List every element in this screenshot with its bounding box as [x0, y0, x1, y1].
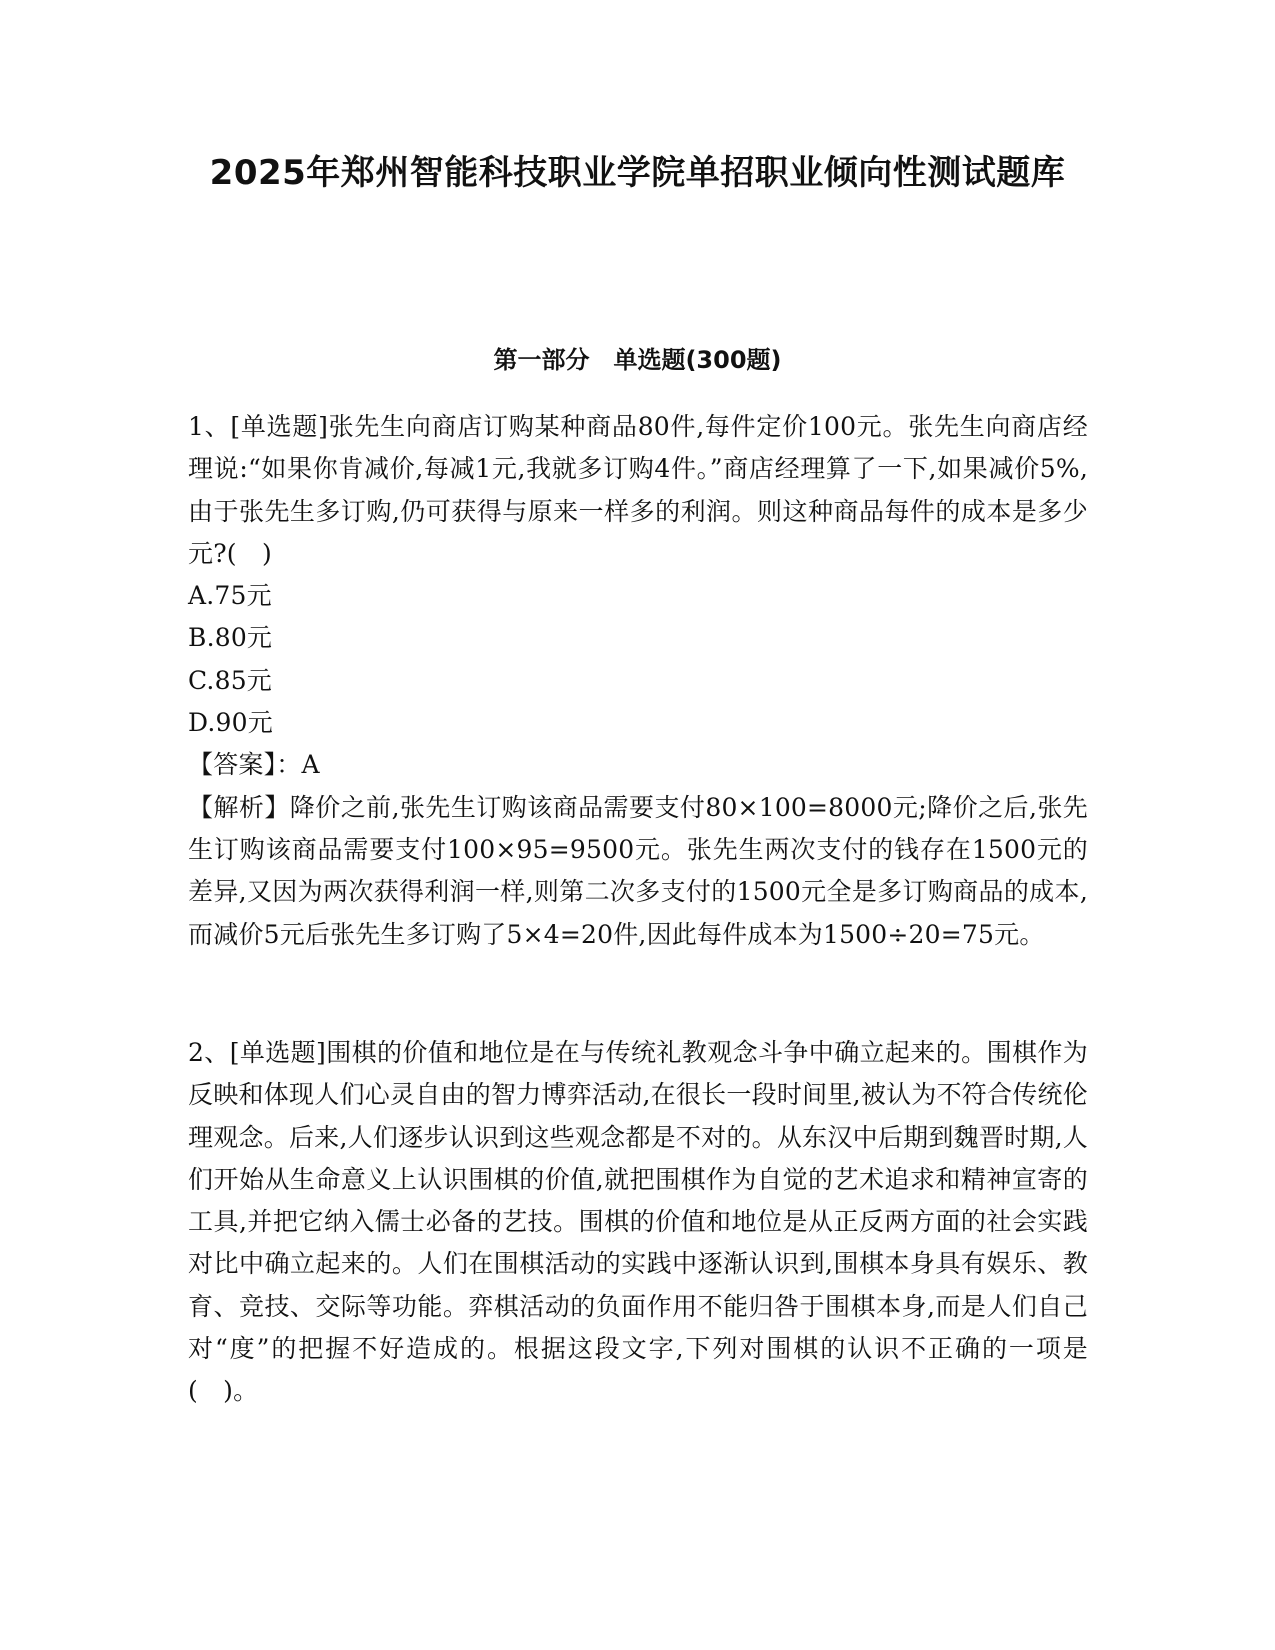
question-1-answer [188, 744, 1088, 786]
question-1-text: 张先生向商店订购某种商品80件,每件定价100元。张先生向商店经理说:“如果你肯减价,每减1元,我就多订购4件。”商店经理算了一下,如果减价5%,由于张先生多订购,仍可获得与原来一样多的利润。则这种商品每件的成本是多少元?( ) [188, 412, 1088, 568]
question-2-stem [188, 1032, 1088, 1413]
question-1-stem [188, 406, 1088, 575]
document-title: 2025年郑州智能科技职业学院单招职业倾向性测试题库 [209, 153, 1066, 193]
question-1-option-b: B.80元 [188, 623, 273, 653]
question-2-number: 2、[单选题] [188, 1038, 327, 1067]
answer-value: A [301, 750, 320, 780]
answer-label: 【答案】： [188, 750, 302, 780]
section-heading: 第一部分 单选题(300题) [493, 346, 782, 374]
analysis-label: 【解析】 [188, 792, 290, 822]
analysis-text: 降价之前,张先生订购该商品需要支付80×100=8000元;降价之后,张先生订购该商品需要支付100×95=9500元。张先生两次支付的钱存在1500元的差异,又因为两次获得利润一样,则第二次多支付的1500元全是多订购商品的成本,而减价5元后张先生多订购了5×4=20件,因此每件成本为1500÷20=75元。 [188, 792, 1088, 949]
question-1-option-c: C.85元 [188, 665, 272, 695]
question-1-option-d: D.90元 [188, 708, 273, 738]
question-1-option-a: A.75元 [188, 581, 272, 611]
question-1-analysis [188, 787, 1088, 956]
question-1-number: 1、[单选题] [188, 412, 329, 441]
question-2 [188, 1032, 1088, 1413]
question-2-text: 围棋的价值和地位是在与传统礼教观念斗争中确立起来的。围棋作为反映和体现人们心灵自由的智力博弈活动,在很长一段时间里,被认为不符合传统伦理观念。后来,人们逐步认识到这些观念都是不对的。从东汉中后期到魏晋时期,人们开始从生命意义上认识围棋的价值,就把围棋作为自觉的艺术追求和精神宣寄的工具,并把它纳入儒士必备的艺技。围棋的价值和地位是从正反两方面的社会实践对比中确立起来的。人们在围棋活动的实践中逐渐认识到,围棋本身具有娱乐、教育、竞技、交际等功能。弈棋活动的负面作用不能归咎于围棋本身,而是人们自己对“度”的把握不好造成的。根据这段文字,下列对围棋的认识不正确的一项是( )。 [188, 1038, 1088, 1406]
question-1 [188, 406, 1088, 956]
